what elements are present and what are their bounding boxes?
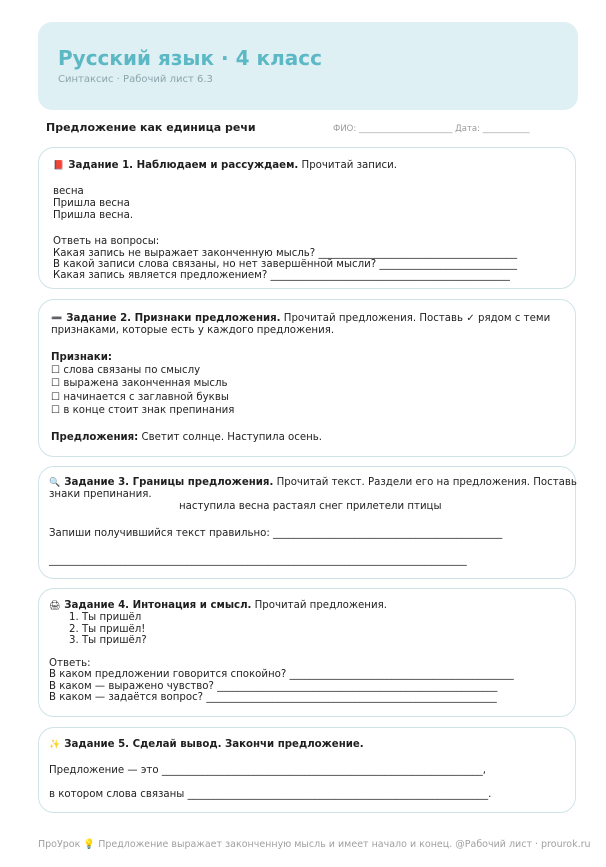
task5-heading: ✨ Задание 5. Сделай вывод. Закончи предложение.: [49, 739, 364, 750]
task5-card: [38, 727, 576, 813]
task5-line-2[interactable]: в котором слова связаны ___________________________________________________________.: [49, 789, 492, 800]
task4-heading: 🖨 Задание 4. Интонация и смысл. Прочитай предложения.: [49, 600, 387, 611]
sign-checkbox-item[interactable]: ☐ выражена законченная мысль: [51, 378, 228, 389]
task4-question-3[interactable]: В каком — задаётся вопрос? _________________________________________________________: [49, 692, 497, 703]
page-title: Русский язык · 4 класс: [58, 46, 322, 70]
task1-item: Пришла весна: [53, 198, 130, 209]
task1-question-3: Какая запись является предложением? _______________________________________________: [53, 270, 510, 281]
printer-icon: 🖨: [49, 601, 61, 611]
task1-card: [38, 147, 576, 289]
task4-question-2[interactable]: В каком — выражено чувство? _______________________________________________________: [49, 681, 498, 692]
worksheet-header: [38, 22, 578, 110]
task1-question-2: В какой записи слова связаны, но нет завершённой мысли? ___________________________: [53, 259, 517, 270]
task3-heading: 🔍 Задание 3. Границы предложения. Прочитай текст. Раздели его на предложения. Поставь: [49, 477, 577, 488]
sparkles-icon: ✨: [49, 740, 61, 750]
task4-answer-title: Ответь:: [49, 658, 91, 669]
task4-card: [38, 588, 576, 717]
minus-icon: ➖: [51, 314, 63, 324]
task4-question-1[interactable]: В каком предложении говорится спокойно? ____________________________________________: [49, 669, 514, 680]
task3-text: наступила весна растаял снег прилетели птицы: [179, 501, 442, 512]
task3-answer-line[interactable]: __________________________________________________________________________________: [49, 555, 467, 566]
task1-question-1: Какая запись не выражает законченную мысль? _______________________________________: [53, 248, 518, 259]
task3-intro-cont: знаки препинания.: [49, 489, 152, 500]
task2-sentences: Предложения: Светит солнце. Наступила осень.: [51, 432, 323, 443]
task1-item: Пришла весна.: [53, 210, 134, 221]
task4-item: 2. Ты пришёл!: [69, 624, 146, 635]
sign-checkbox-item[interactable]: ☐ начинается с заглавной буквы: [51, 392, 229, 403]
task4-item: 3. Ты пришёл?: [69, 635, 147, 646]
name-date-fields: ФИО: ______________________ Дата: ___________: [333, 124, 530, 134]
task2-heading: ➖ Задание 2. Признаки предложения. Прочитай предложения. Поставь ✓ рядом с теми: [51, 313, 551, 324]
task5-line-1[interactable]: Предложение — это _______________________________________________________________,: [49, 765, 486, 776]
task1-heading: 📕 Задание 1. Наблюдаем и рассуждаем. Прочитай записи.: [53, 160, 397, 171]
book-icon: 📕: [53, 161, 65, 171]
task3-card: [38, 466, 576, 579]
topic-heading: Предложение как единица речи: [46, 121, 256, 134]
task2-intro-cont: признаками, которые есть у каждого предложения.: [51, 325, 335, 336]
task2-card: [38, 299, 576, 457]
sign-checkbox-item[interactable]: ☐ слова связаны по смыслу: [51, 365, 201, 376]
task2-signs-title: Признаки:: [51, 352, 112, 363]
sign-checkbox-item[interactable]: ☐ в конце стоит знак препинания: [51, 405, 235, 416]
task4-item: 1. Ты пришёл: [69, 612, 142, 623]
page-subtitle: Синтаксис · Рабочий лист 6.3: [58, 74, 213, 85]
task3-write-field[interactable]: Запиши получившийся текст правильно: _____________________________________________: [49, 528, 503, 539]
task1-answer-title: Ответь на вопросы:: [53, 236, 160, 247]
footer-note: ПроУрок 💡 Предложение выражает законченную мысль и имеет начало и конец. @Рабочий лист · prourok.ru: [38, 839, 591, 850]
task1-item: весна: [53, 186, 84, 197]
magnifier-icon: 🔍: [49, 478, 61, 488]
